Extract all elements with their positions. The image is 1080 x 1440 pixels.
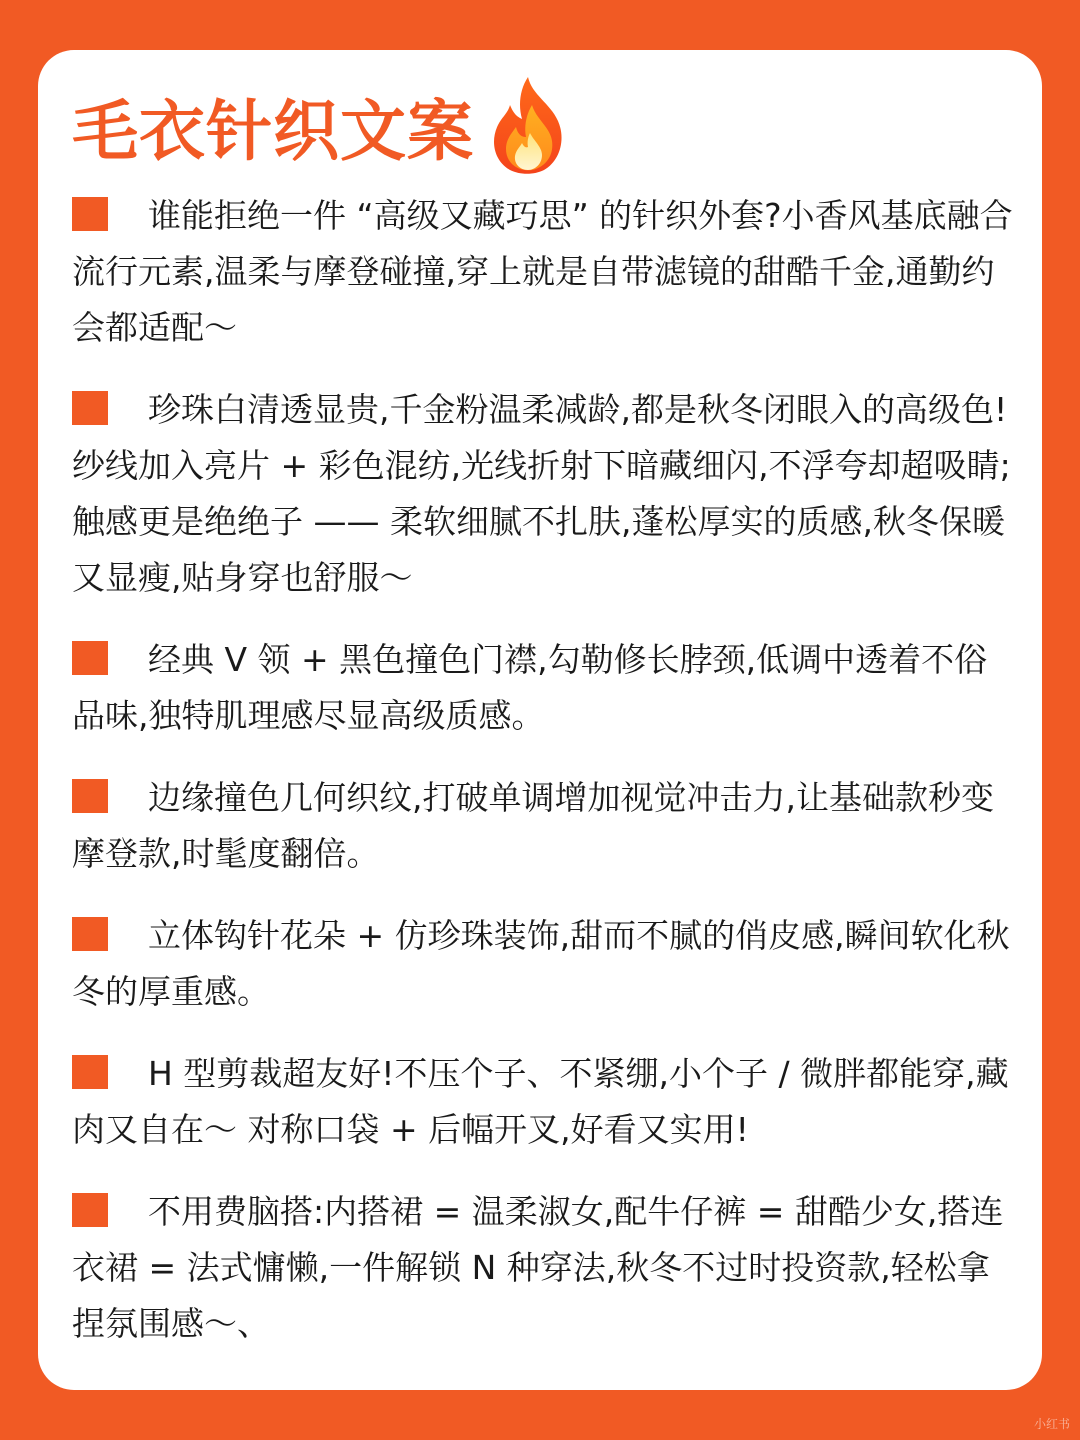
paragraph-text: 不用费脑搭:内搭裙 = 温柔淑女,配牛仔裤 = 甜酷少女,搭连衣裙 = 法式慵懒,一件解锁 N 种穿法,秋冬不过时投资款,轻松拿捏氛围感～、 [72, 1192, 1004, 1343]
square-bullet-icon [72, 779, 108, 813]
square-bullet-icon [72, 917, 108, 951]
paragraph [72, 1184, 1018, 1352]
title-row [72, 70, 570, 180]
paragraph-text: 珍珠白清透显贵,千金粉温柔减龄,都是秋冬闭眼入的高级色!纱线加入亮片 + 彩色混纺,光线折射下暗藏细闪,不浮夸却超吸睛;触感更是绝绝子 —— 柔软细腻不扎肤,蓬松厚实的质感,秋冬保暖又显瘦,贴身穿也舒服～ [72, 390, 1011, 597]
paragraph-text: 谁能拒绝一件 “高级又藏巧思” 的针织外套?小香风基底融合流行元素,温柔与摩登碰撞,穿上就是自带滤镜的甜酷千金,通勤约会都适配～ [72, 196, 1013, 347]
paragraph-text: 经典 V 领 + 黑色撞色门襟,勾勒修长脖颈,低调中透着不俗品味,独特肌理感尽显高级质感。 [72, 640, 988, 735]
paragraph [72, 382, 1018, 606]
square-bullet-icon [72, 1055, 108, 1089]
fire-icon [488, 75, 570, 175]
square-bullet-icon [72, 641, 108, 675]
paragraph-text: 边缘撞色几何织纹,打破单调增加视觉冲击力,让基础款秒变摩登款,时髦度翻倍。 [72, 778, 994, 873]
page-title: 毛衣针织文案 [72, 92, 474, 170]
paragraph [72, 632, 1018, 744]
square-bullet-icon [72, 1193, 108, 1227]
square-bullet-icon [72, 197, 108, 231]
paragraph [72, 770, 1018, 882]
watermark: 小红书 [1033, 1417, 1070, 1431]
paragraph-text: H 型剪裁超友好!不压个子、不紧绷,小个子 / 微胖都能穿,藏肉又自在～ 对称口袋 + 后幅开叉,好看又实用! [72, 1054, 1009, 1149]
paragraph [72, 908, 1018, 1020]
content-card [38, 50, 1042, 1390]
paragraph [72, 188, 1018, 356]
paragraph-text: 立体钩针花朵 + 仿珍珠装饰,甜而不腻的俏皮感,瞬间软化秋冬的厚重感。 [72, 916, 1010, 1011]
square-bullet-icon [72, 391, 108, 425]
paragraph [72, 1046, 1018, 1158]
paragraph-list [72, 188, 1018, 1378]
